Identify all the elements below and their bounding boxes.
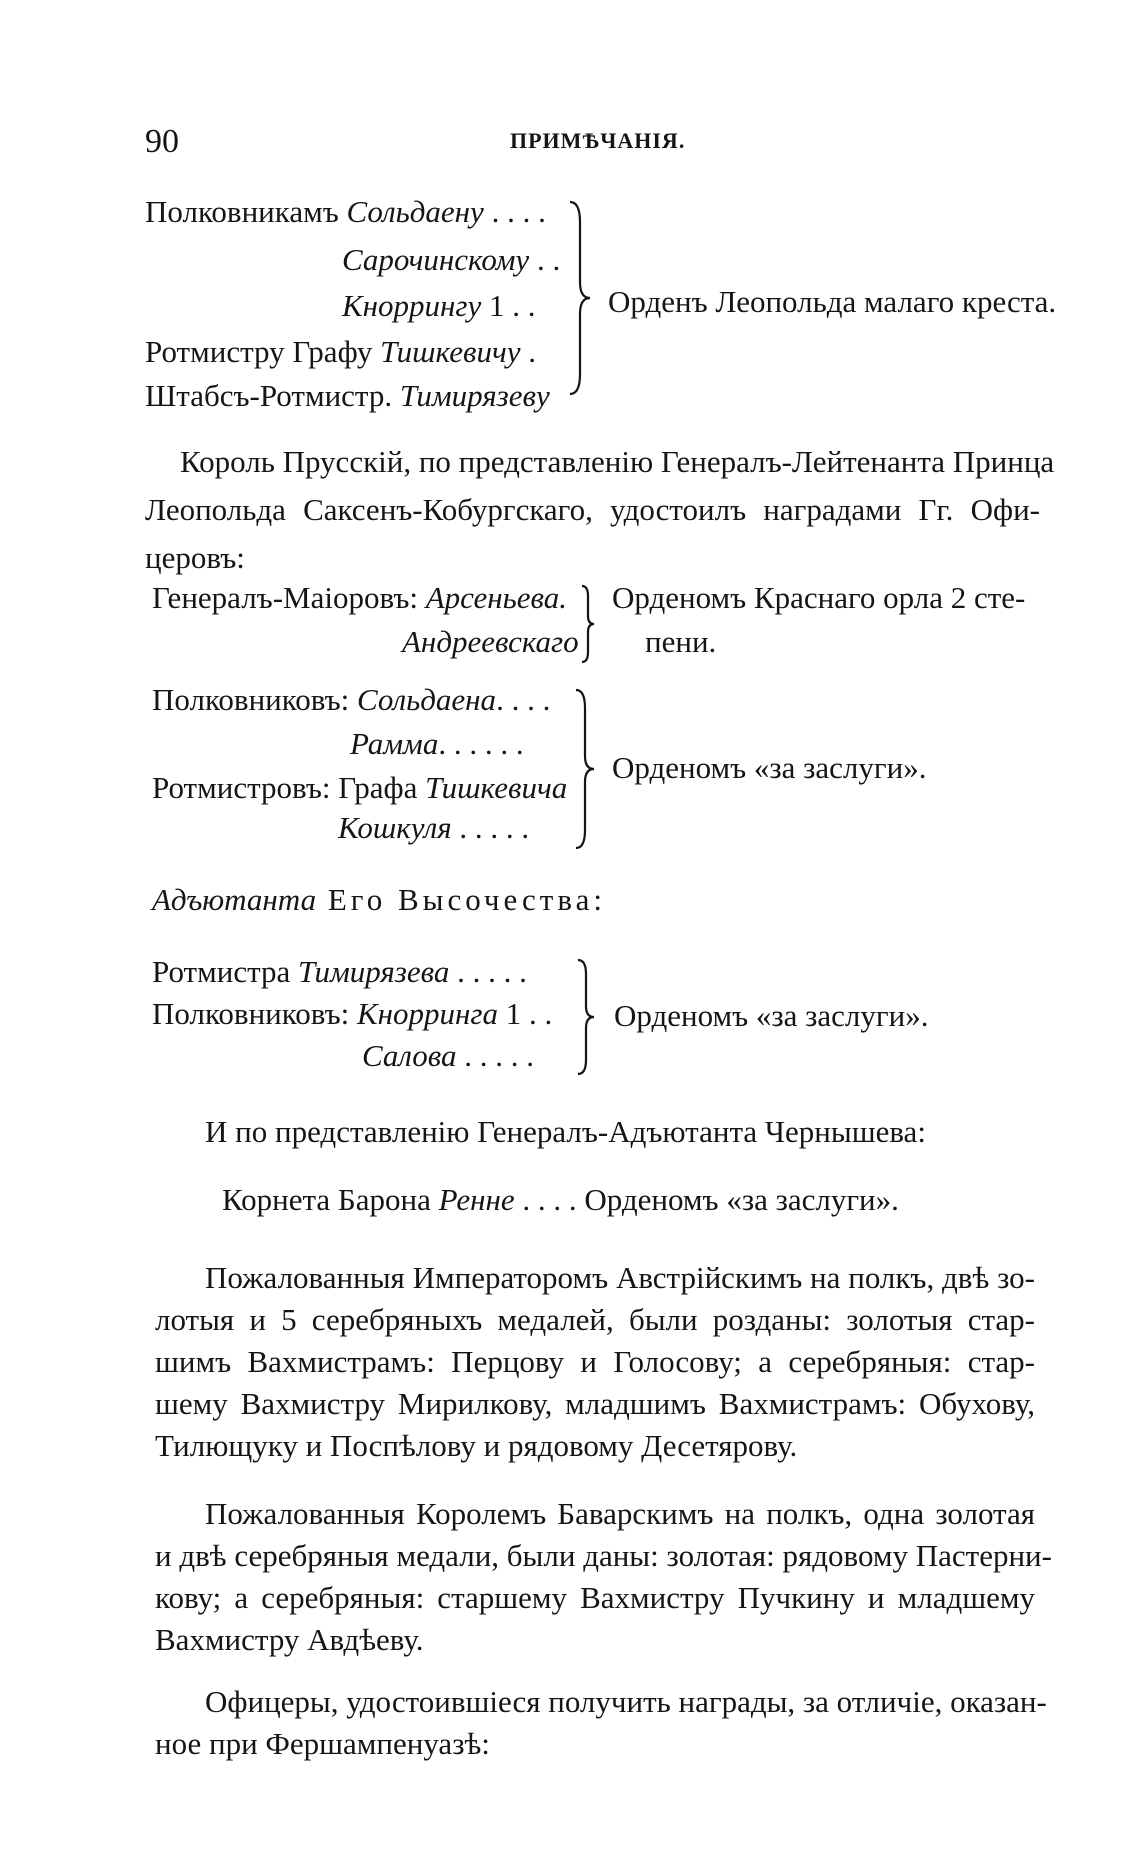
officer-name: Салова [362, 1038, 457, 1073]
officer-name: Сольдаена [357, 682, 497, 717]
block2-line-2: Андреевскаго [402, 624, 579, 659]
block1-line-1: Полковникамъ Сольдаену . . . . [145, 194, 546, 229]
block4-award: Орденомъ «за заслуги». [614, 998, 929, 1033]
officer-name: Тимирязеву [399, 378, 550, 413]
adjutant-heading: Адъютанта Его Высочества: [152, 882, 606, 917]
officers-paragraph: Офицеры, удостоившіеся получить награды, за отличіе, оказан- ное при Фершампенуазѣ: [155, 1684, 1047, 1761]
right-brace [578, 582, 600, 666]
block3-award: Орденомъ «за заслуги». [612, 750, 927, 785]
right-brace [566, 198, 596, 398]
austria-medals-paragraph: Пожалованныя Императоромъ Австрійскимъ на полкъ, двѣ зо- лотыя и 5 серебряныхъ медалей, были розданы: золотыя стар- шимъ Вахмистрамъ: Перцову и Голосову; а серебряныя: стар- шему Вахмистру Мирилкову, младшимъ Вахмистрамъ: Обухову, Тилющуку и Поспѣлову и рядовому Десетярову. [155, 1260, 1035, 1463]
block1-line-5: Штабсъ-Ротмистр. Тимирязеву [145, 378, 550, 413]
officer-name: Тишкевичу [380, 334, 521, 369]
block1-line-3: Кноррингу 1 . . [342, 288, 536, 323]
block2-award-line-2: пени. [645, 624, 717, 659]
officer-name: Сольдаену [346, 194, 484, 229]
block4-line-3: Салова . . . . . [362, 1038, 535, 1073]
officer-name: Кошкуля [338, 810, 452, 845]
right-brace [574, 956, 600, 1078]
block3-line-2: Рамма. . . . . . [350, 726, 524, 761]
officer-name: Тимирязева [298, 954, 450, 989]
block1-line-4: Ротмистру Графу Тишкевичу . [145, 334, 537, 369]
block4-line-2: Полковниковъ: Кнорринга 1 . . [152, 996, 553, 1031]
officer-name: Кноррингу [342, 288, 482, 323]
block1-line-2: Сарочинскому . . [342, 242, 561, 277]
block3-line-3: Ротмистровъ: Графа Тишкевича [152, 770, 568, 805]
running-title: ПРИМѢЧАНІЯ. [510, 128, 686, 153]
officer-name: Сарочинскому [342, 242, 530, 277]
chernyshev-award-line: Корнета Барона Ренне . . . . Орденомъ «за заслуги». [222, 1182, 899, 1217]
block4-line-1: Ротмистра Тимирязева . . . . . [152, 954, 527, 989]
officer-name: Тишкевича [425, 770, 568, 805]
prussia-intro-paragraph: Король Прусскій, по представленію Генералъ-Лейтенанта Принца Леопольда Саксенъ-Кобургскаго, удостоилъ наградами Гг. Офи- церовъ: [145, 444, 1055, 575]
officer-name: Рамма [350, 726, 439, 761]
officer-name: Ренне [438, 1182, 515, 1217]
block2-award-line-1: Орденомъ Краснаго орла 2 сте- [612, 580, 1026, 615]
block2-line-1: Генералъ-Маіоровъ: Арсеньева. [152, 580, 568, 615]
block3-line-1: Полковниковъ: Сольдаена. . . . [152, 682, 551, 717]
officer-name: Арсеньева. [425, 580, 568, 615]
chernyshev-intro: И по представленію Генералъ-Адъютанта Чернышева: [205, 1114, 926, 1149]
block1-award: Орденъ Леопольда малаго креста. [608, 284, 1057, 319]
page-number: 90 [145, 123, 179, 160]
right-brace [572, 686, 600, 852]
block3-line-4: Кошкуля . . . . . [338, 810, 530, 845]
bavaria-medals-paragraph: Пожалованныя Королемъ Баварскимъ на полкъ, одна золотая и двѣ серебряныя медали, были даны: золотая: рядовому Пастерни- кову; а серебряныя: старшему Вахмистру Пучкину и младшему Вахмистру Авдѣеву. [155, 1496, 1052, 1657]
officer-name: Кнорринга [357, 996, 498, 1031]
